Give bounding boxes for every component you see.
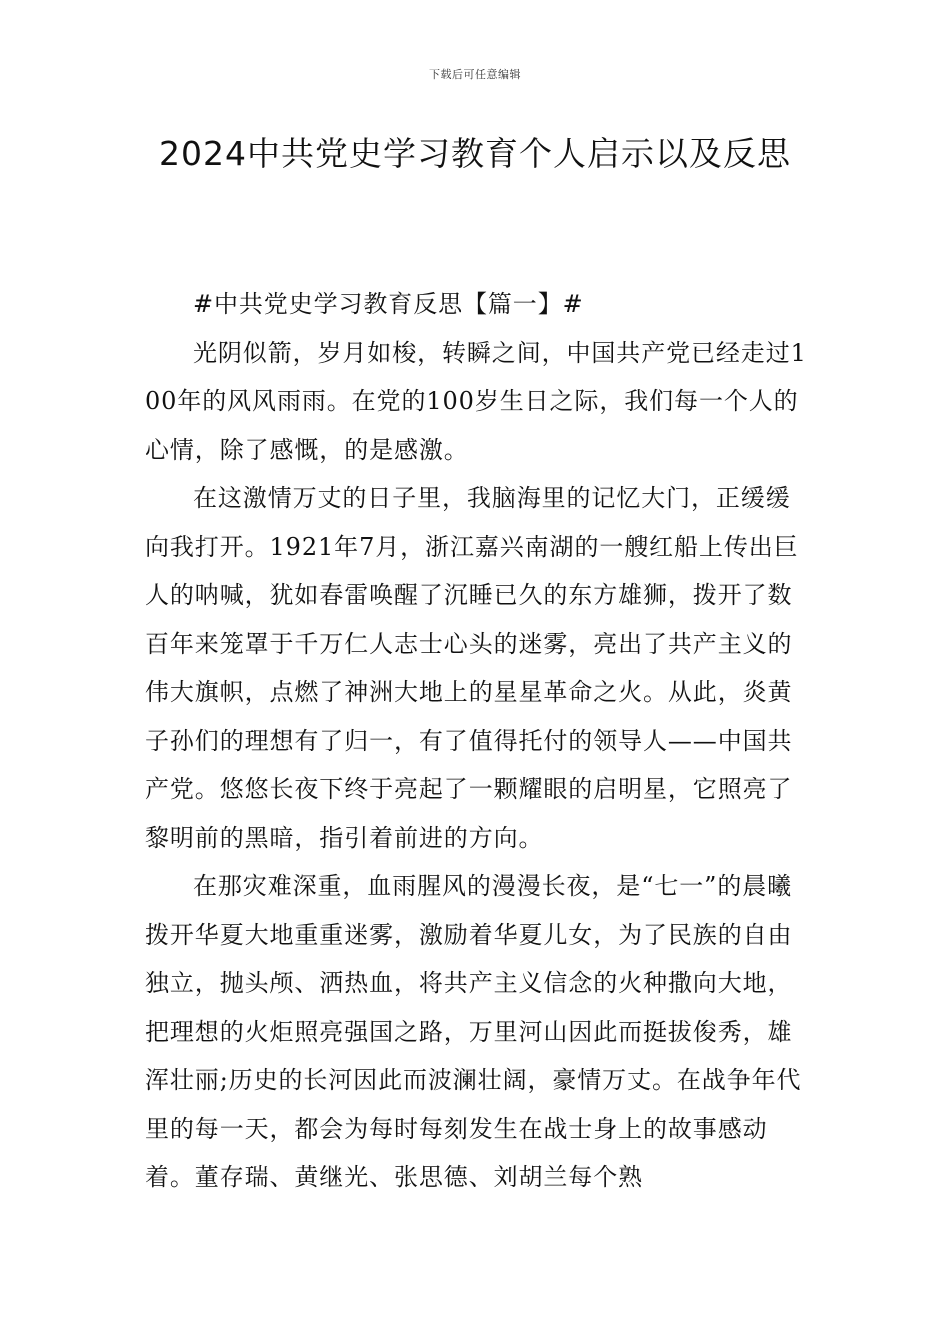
paragraph-1: 光阴似箭，岁月如梭，转瞬之间，中国共产党已经走过100年的风风雨雨。在党的100岁生日之际，我们每一个人的心情，除了感慨，的是感激。 bbox=[145, 338, 807, 464]
document-title: 2024中共党史学习教育个人启示以及反思 bbox=[159, 134, 791, 173]
document-body bbox=[145, 280, 810, 1202]
header-note: 下载后可任意编辑 bbox=[429, 68, 521, 81]
paragraph-2: 在这激情万丈的日子里，我脑海里的记忆大门，正缓缓向我打开。1921年7月，浙江嘉兴南湖的一艘红船上传出巨人的呐喊，犹如春雷唤醒了沉睡已久的东方雄狮，拨开了数百年来笼罩于千万仁人志士心头的迷雾，亮出了共产主义的伟大旗帜，点燃了神洲大地上的星星革命之火。从此，炎黄子孙们的理想有了归一，有了值得托付的领导人——中国共产党。悠悠长夜下终于亮起了一颗耀眼的启明星，它照亮了黎明前的黑暗，指引着前进的方向。 bbox=[145, 484, 799, 852]
section-heading: #中共党史学习教育反思【篇一】# bbox=[193, 290, 584, 318]
paragraph-3: 在那灾难深重，血雨腥风的漫漫长夜，是“七一”的晨曦拨开华夏大地重重迷雾，激励着华夏儿女，为了民族的自由独立，抛头颅、洒热血，将共产主义信念的火种撒向大地，把理想的火炬照亮强国之路，万里河山因此而挺拔俊秀，雄浑壮丽;历史的长河因此而波澜壮阔，豪情万丈。在战争年代里的每一天，都会为每时每刻发生在战士身上的故事感动着。董存瑞、黄继光、张思德、刘胡兰每个熟 bbox=[145, 872, 802, 1191]
